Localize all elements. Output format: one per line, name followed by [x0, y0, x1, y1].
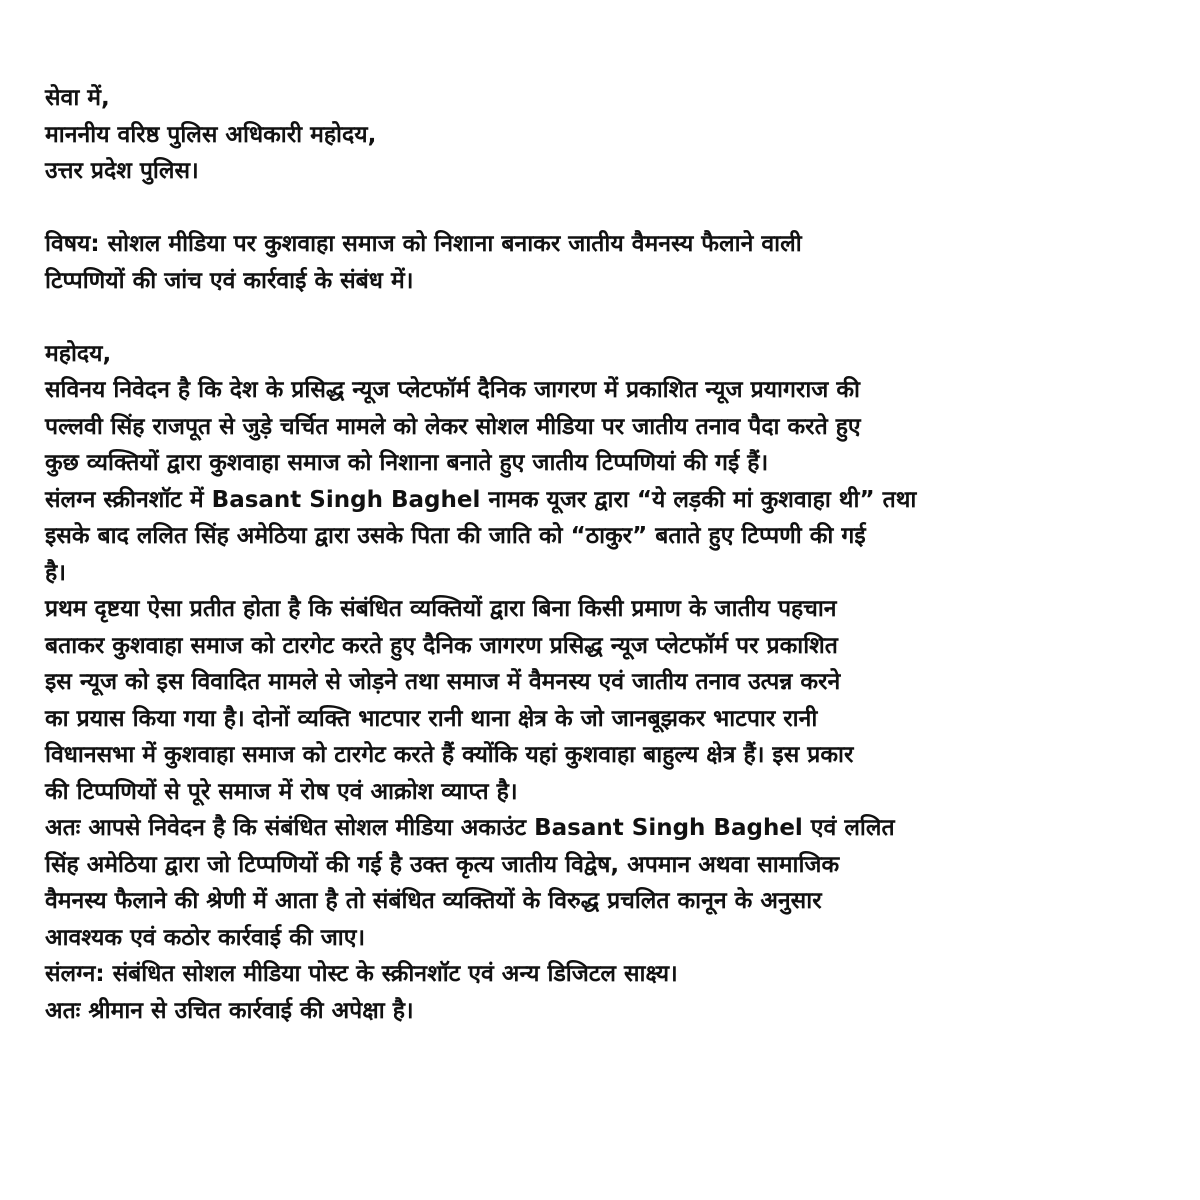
subject-block [45, 226, 1165, 299]
request-line: वैमनस्य फैलाने की श्रेणी में आता है तो संबंधित व्यक्तियों के विरुद्ध प्रचलित कानून के अनुसार [45, 888, 822, 914]
body-line: प्रथम दृष्टया ऐसा प्रतीत होता है कि संबंधित व्यक्तियों द्वारा बिना किसी प्रमाण के जातीय पहचान [45, 596, 837, 622]
letter-document [45, 80, 1165, 1029]
body-line: की टिप्पणियों से पूरे समाज में रोष एवं आक्रोश व्याप्त है। [45, 778, 518, 805]
address-block [45, 80, 1165, 190]
department-line: उत्तर प्रदेश पुलिस। [45, 158, 199, 184]
body-line: इस न्यूज को इस विवादित मामले से जोड़ने तथा समाज में वैमनस्य एवं जातीय तनाव उत्पन्न करने [45, 669, 841, 695]
attachment-line: संलग्न: संबंधित सोशल मीडिया पोस्ट के स्क्रीनशॉट एवं अन्य डिजिटल साक्ष्य। [45, 961, 678, 987]
body-line: का प्रयास किया गया है। दोनों व्यक्ति भाटपार रानी थाना क्षेत्र के जो जानबूझकर भाटपार रानी [45, 705, 818, 732]
body-line: विधानसभा में कुशवाहा समाज को टारगेट करते हैं क्योंकि यहां कुशवाहा बाहुल्य क्षेत्र हैं। इस प्रकार [45, 742, 854, 768]
body-line: बताकर कुशवाहा समाज को टारगेट करते हुए दैनिक जागरण प्रसिद्ध न्यूज प्लेटफॉर्म पर प्रकाशित [45, 632, 838, 659]
recipient-line: माननीय वरिष्ठ पुलिस अधिकारी महोदय, [45, 121, 377, 148]
subject-line: टिप्पणियों की जांच एवं कार्रवाई के संबंध में। [45, 267, 414, 294]
request-line: सिंह अमेठिया द्वारा जो टिप्पणियों की गई है उक्त कृत्य जातीय विद्वेष, अपमान अथवा सामाजिक [45, 851, 840, 878]
request-line: अतः आपसे निवेदन है कि संबंधित सोशल मीडिया अकाउंट Basant Singh Baghel एवं ललित [45, 815, 895, 841]
spacer [45, 190, 1165, 227]
body-line: है। [45, 559, 66, 586]
body-line: सविनय निवेदन है कि देश के प्रसिद्ध न्यूज प्लेटफॉर्म दैनिक जागरण में प्रकाशित न्यूज प्रयागराज की [45, 377, 860, 403]
subject-line: विषय: सोशल मीडिया पर कुशवाहा समाज को निशाना बनाकर जातीय वैमनस्य फैलाने वाली [45, 231, 802, 257]
body-line: पल्लवी सिंह राजपूत से जुड़े चर्चित मामले को लेकर सोशल मीडिया पर जातीय तनाव पैदा करते हुए [45, 413, 861, 440]
body-line: इसके बाद ललित सिंह अमेठिया द्वारा उसके पिता की जाति को “ठाकुर” बताते हुए टिप्पणी की गई [45, 523, 866, 549]
body-line: कुछ व्यक्तियों द्वारा कुशवाहा समाज को निशाना बनाते हुए जातीय टिप्पणियां की गई हैं। [45, 450, 769, 476]
closing-line: अतः श्रीमान से उचित कार्रवाई की अपेक्षा है। [45, 997, 414, 1024]
salutation-line: सेवा में, [45, 85, 110, 111]
request-line: आवश्यक एवं कठोर कार्रवाई की जाए। [45, 924, 366, 951]
spacer [45, 299, 1165, 336]
body-block [45, 336, 1165, 1030]
body-line: संलग्न स्क्रीनशॉट में Basant Singh Baghel नामक यूजर द्वारा “ये लड़की मां कुशवाहा थी” तथा [45, 486, 917, 513]
greeting-line: महोदय, [45, 340, 112, 367]
